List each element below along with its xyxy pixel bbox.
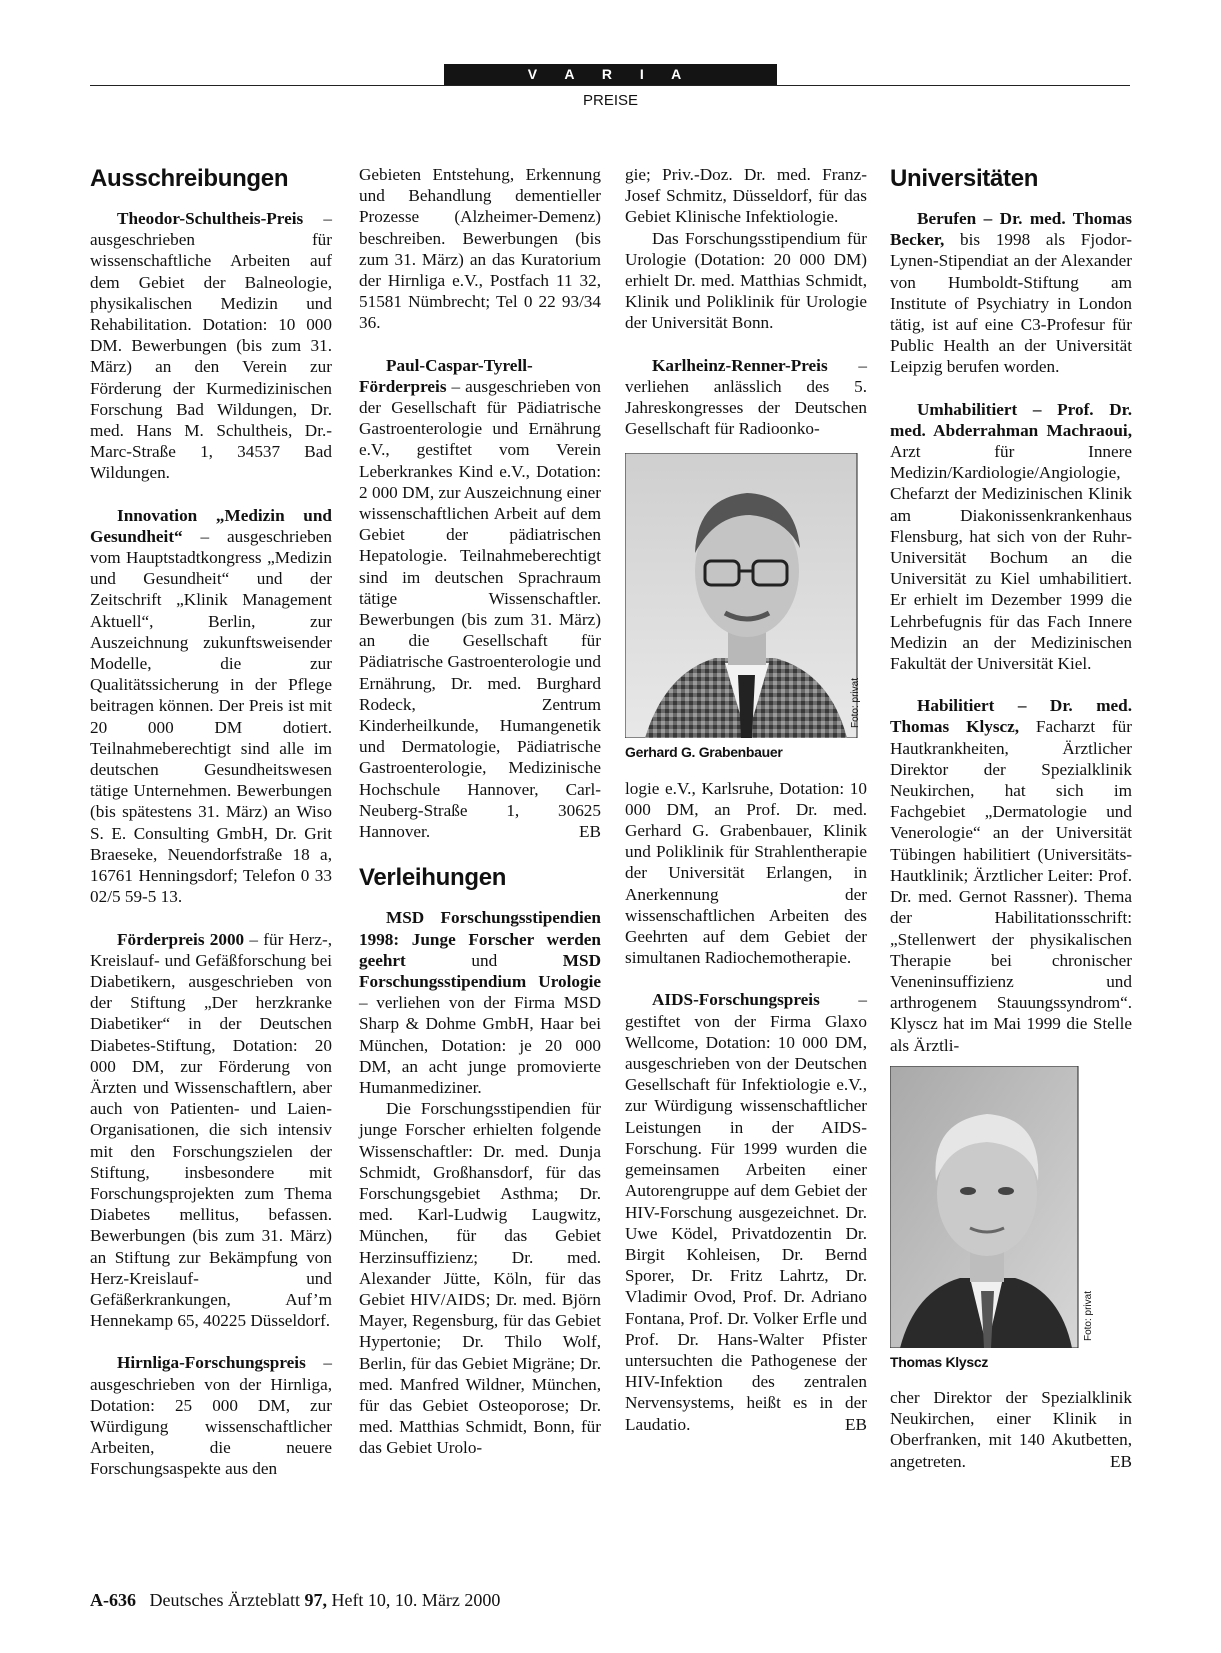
paragraph-text: – ausgeschrieben vom Hauptstadtkongress „Medizin und Gesundheit“ und der Zeitschrift „Klinik Management Aktuell“, Berlin, zur Auszeichnung zukunftsweisender Modelle, die zur Qualitätssicherung in der Pflege beitragen können. Der Preis ist mit 20 000 DM dotiert. Teilnahmeberechtigt sind alle im deutschen Gesundheitswesen tätige Unternehmen. Bewerbungen (bis spätestens 31. März) an Wiso S. E. Consulting GmbH, Dr. Grit Braeseke, Neuendorfstraße 18 a, 16761 Henningsdorf; Telefon 0 33 02/5 59-5 13. xyxy=(90,526,332,907)
column-1 xyxy=(90,164,332,1501)
portrait-photo-klyscz xyxy=(890,1066,1100,1348)
paragraph xyxy=(90,208,332,484)
paragraph xyxy=(625,778,867,969)
heading-universitaeten: Universitäten xyxy=(890,165,1039,192)
author-signature: EB xyxy=(1110,1451,1132,1471)
paragraph xyxy=(625,228,867,334)
paragraph xyxy=(90,929,332,1332)
portrait-photo-grabenbauer xyxy=(625,453,867,738)
paragraph xyxy=(890,1387,1132,1472)
paragraph-text: logie e.V., Karlsruhe, Dotation: 10 000 DM, an Prof. Dr. med. Gerhard G. Grabenbauer, Klinik und Poliklinik für Strahlentherapie der Universität Erlangen, in Anerkennung der wissenschaftlichen Arbeiten des Geehrten auf dem Gebiet der simultanen Radiochemotherapie. xyxy=(625,778,867,968)
column-4 xyxy=(890,164,1132,1493)
paragraph-lead: Habilitiert – Dr. med. Thomas Klyscz, xyxy=(890,696,1132,737)
photo-caption: Gerhard G. Grabenbauer xyxy=(625,744,783,761)
paragraph xyxy=(625,989,867,1434)
header-rule xyxy=(90,85,1130,86)
paragraph xyxy=(625,164,867,228)
paragraph-lead: Hirnliga-Forschungspreis xyxy=(117,1353,306,1373)
page-number: A-636 xyxy=(90,1590,136,1610)
paragraph-text: – verliehen anlässlich des 5. Jahreskongresses der Deutschen Gesellschaft für Radioonko- xyxy=(625,355,867,439)
section-banner: V A R I A xyxy=(444,64,777,85)
paragraph xyxy=(890,399,1132,675)
paragraph-text: – ausgeschrieben von der Hirnliga, Dotation: 25 000 DM, zur Würdigung wissenschaftlicher Arbeiten, die neuere Forschungsaspekte aus den xyxy=(90,1353,332,1479)
paragraph-text: und xyxy=(405,950,563,970)
column-2 xyxy=(359,164,601,1480)
paragraph-text: Gebieten Entstehung, Erkennung und Behandlung dementieller Prozesse (Alzheimer-Demenz) beschreiben. Bewerbungen (bis zum 31. März) an das Kuratorium der Hirnliga e.V., Postfach 11 32, 51581 Nümbrecht; Tel 0 22 93/34 36. xyxy=(359,165,601,333)
paragraph-lead: Umhabilitiert – Prof. Dr. med. Abderrahman Machraoui, xyxy=(890,399,1132,440)
paragraph-text: bis 1998 als Fjodor-Lynen-Stipendiat an der Alexander von Humboldt-Stiftung am Institute of Psychiatry in London tätig, ist auf eine C3-Profesur für Public Health an der Universität Leipzig berufen worden. xyxy=(890,230,1132,377)
paragraph-text: – ausgeschrieben von der Gesellschaft für Pädiatrische Gastroenterologie und Ernährung e.V., gestiftet vom Verein Leberkrankes Kind e.V., Dotation: 2 000 DM, zur Auszeichnung einer wissenschaftlichen Arbeit auf dem Gebiet der pädiatrischen Hepatologie. Teilnahmeberechtigt sind im deutschen Sprachraum tätige Wissenschaftler. Bewerbungen (bis zum 31. März) an die Gesellschaft für Pädiatrische Gastroenterologie und Ernährung, Dr. med. Burghard Rodeck, Zentrum Kinderheilkunde, Humangenetik und Dermatologie, Pädiatrische Gastroenterologie, Medizinische Hochschule Hannover, Carl-Neuberg-Straße 1, 30625 Hannover. xyxy=(359,376,601,842)
paragraph xyxy=(359,907,601,1098)
paragraph-text: – verliehen von der Firma MSD Sharp & Dohme GmbH, Haar bei München, Dotation: je 20 000 DM, an acht junge promovierte Humanmediziner. xyxy=(359,993,601,1097)
paragraph-lead: Innovation „Medizin und Gesundheit“ xyxy=(90,505,332,546)
paragraph-text: cher Direktor der Spezialklinik Neukirchen, einer Klinik in Oberfranken, mit 140 Akutbetten, angetreten. xyxy=(890,1387,1132,1471)
paragraph-lead: Theodor-Schultheis-Preis xyxy=(117,209,304,228)
journal-volume: 97, xyxy=(304,1590,327,1610)
heading-ausschreibungen: Ausschreibungen xyxy=(90,165,289,192)
photo-credit: Foto: privat xyxy=(1082,1290,1094,1341)
paragraph xyxy=(359,355,601,843)
heading-verleihungen: Verleihungen xyxy=(359,864,507,892)
paragraph-lead: Berufen – Dr. med. Thomas Becker, xyxy=(890,209,1132,250)
paragraph-lead: Paul-Caspar-Tyrell-Förderpreis xyxy=(359,355,533,396)
paragraph xyxy=(890,208,1132,378)
paragraph xyxy=(359,164,601,334)
paragraph-text: gie; Priv.-Doz. Dr. med. Franz-Josef Schmitz, Düsseldorf, für das Gebiet Klinische Infektiologie. xyxy=(625,165,867,227)
paragraph-lead: MSD Forschungsstipendium Urologie xyxy=(359,950,601,991)
author-signature: EB xyxy=(845,1414,867,1434)
paragraph-text: Die Forschungsstipendien für junge Forscher erhielten folgende Wissenschaftler: Dr. med. Dunja Schmidt, Großhansdorf, für das Forschungsgebiet Asthma; Dr. med. Karl-Ludwig Laugwitz, München, für das Gebiet Herzinsuffizienz; Dr. med. Alexander Jütte, Köln, für das Gebiet HIV/AIDS; Dr. med. Björn Mayer, Regensburg, für das Gebiet Hypertonie; Dr. Thilo Wolf, Berlin, für das Gebiet Migräne; Dr. med. Manfred Wildner, München, für das Gebiet Osteoporose; Dr. med. Matthias Schmidt, Bonn, für das Gebiet Urolo- xyxy=(359,1099,601,1458)
section-subtitle: PREISE xyxy=(582,92,639,109)
paragraph xyxy=(890,695,1132,1055)
paragraph-lead: AIDS-Forschungspreis xyxy=(652,990,820,1010)
paragraph-lead: Karlheinz-Renner-Preis xyxy=(652,355,828,375)
paragraph-text: Facharzt für Hautkrankheiten, Ärztlicher Direktor der Spezialklinik Neukirchen, hat sich im Fachgebiet „Dermatologie und Venerologie“ an der Universität Tübingen habilitiert (Universitäts-Hautklinik; Ärztlicher Leiter: Prof. Dr. med. Gernot Rassner). Thema der Habilitationsschrift: „Stellenwert der physikalischen Therapie bei chronischer Veneninsuffizienz und arthrogenem Stauungssyndrom“. Klyscz hat im Mai 1999 die Stelle als Ärztli- xyxy=(890,717,1132,1055)
photo-credit: Foto: privat xyxy=(849,678,861,729)
paragraph-lead: Förderpreis 2000 xyxy=(117,929,245,949)
paragraph xyxy=(359,1098,601,1458)
paragraph-text: – für Herz-, Kreislauf- und Gefäßforschung bei Diabetikern, ausgeschrieben von der Stiftung „Der herzkranke Diabetiker“ in der Deutschen Diabetes-Stiftung, Dotation: 20 000 DM, zur Förderung von Ärzten und Wissenschaftlern, aber auch von Patienten- und Laien-Organisationen, die sich intensiv mit den Forschungszielen der Stiftung, insbesondere mit Forschungsprojekten zum Thema Diabetes mellitus, befassen. Bewerbungen (bis zum 31. März) an Stiftung zur Bekämpfung von Herz-Kreislauf- und Gefäßerkrankungen, Auf’m Hennekamp 65, 40225 Düsseldorf. xyxy=(90,929,332,1331)
paragraph xyxy=(90,1352,332,1479)
paragraph-text: – gestiftet von der Firma Glaxo Wellcome, Dotation: 10 000 DM, ausgeschrieben von der Deutschen Gesellschaft für Infektiologie e.V., zur Würdigung wissenschaftlicher Leistungen in der AIDS-Forschung. Für 1999 wurden die gemeinsamen Arbeiten einer Autorengruppe auf dem Gebiet der HIV-Forschung ausgezeichnet. Dr. Uwe Ködel, Privatdozentin Dr. Birgit Kohleisen, Dr. Bernd Sporer, Dr. Fritz Lahrtz, Dr. Vladimir Ovod, Prof. Dr. Adriano Fontana, Prof. Dr. Volker Erfle und Prof. Dr. Hans-Walter Pfister untersuchten die Pathogenese der HIV-Infektion des zentralen Nervensystems, heißt es in der Laudatio. xyxy=(625,990,867,1434)
journal-name: Deutsches Ärzteblatt xyxy=(149,1590,305,1610)
author-signature: EB xyxy=(579,822,601,842)
paragraph-text: Das Forschungsstipendium für Urologie (Dotation: 20 000 DM) erhielt Dr. med. Matthias Schmidt, Klinik und Poliklinik für Urologie der Universität Bonn. xyxy=(625,228,867,333)
photo-caption: Thomas Klyscz xyxy=(890,1353,989,1370)
portrait-image xyxy=(890,1066,1100,1348)
paragraph-text: Arzt für Innere Medizin/Kardiologie/Angiologie, Chefarzt der Medizinischen Klinik am Diakonissenkrankenhaus Flensburg, hat sich von der Ruhr-Universität Bochum an die Universität zu Kiel umhabilitiert. Er erhielt im Dezember 1999 die Lehrbefugnis für das Fach Innere Medizin an der Medizinischen Fakultät der Universität Kiel. xyxy=(890,442,1132,674)
page-footer xyxy=(90,1590,500,1611)
column-3 xyxy=(625,164,867,1456)
portrait-image xyxy=(625,453,867,738)
journal-issue: Heft 10, 10. März 2000 xyxy=(326,1590,501,1610)
paragraph xyxy=(625,355,867,440)
paragraph xyxy=(90,505,332,908)
paragraph-text: – ausgeschrieben für wissenschaftliche Arbeiten auf dem Gebiet der Balneologie, physikalischen Medizin und Rehabilitation. Dotation: 10 000 DM. Bewerbungen (bis zum 31. März) an den Verein zur Förderung der Kurmedizinischen Forschung Bad Wildungen, Dr. med. Hans M. Schultheis, Dr.-Marc-Straße 1, 34537 Bad Wildungen. xyxy=(90,209,332,483)
paragraph-lead: MSD Forschungsstipendien 1998: Junge Forscher werden geehrt xyxy=(359,908,601,970)
